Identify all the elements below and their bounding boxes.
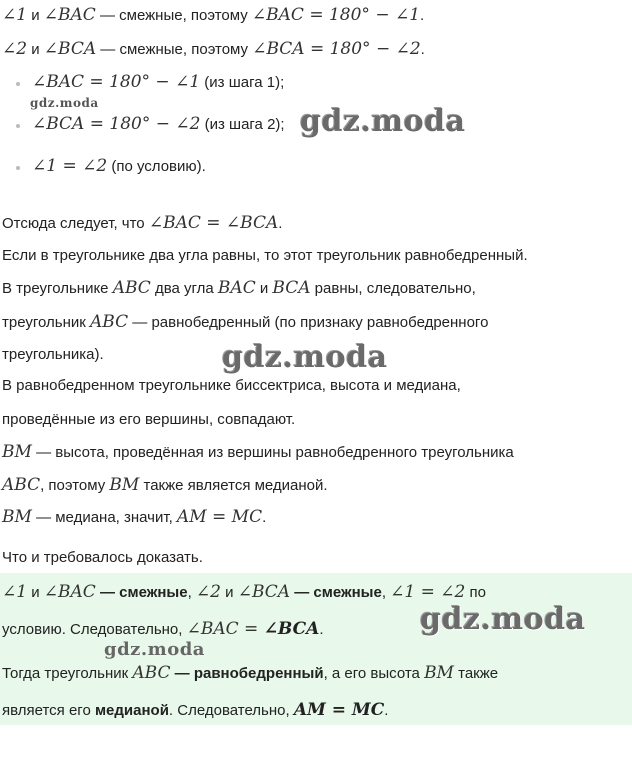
text: . Следовательно, <box>168 702 294 719</box>
text: — равнобедренный (по признаку равнобедренного <box>128 314 489 331</box>
text: равны, следовательно, <box>310 280 476 297</box>
paragraph <box>2 507 266 528</box>
paragraph: Что и требовалось доказать. <box>2 549 203 566</box>
answer-line <box>2 663 498 684</box>
math-bold: ∠BCA <box>263 619 320 639</box>
paragraph: треугольника). <box>2 346 104 363</box>
paragraph: проведённые из его вершины, совпадают. <box>2 411 296 428</box>
watermark: gdz.moda <box>222 340 388 375</box>
text: является его <box>2 702 95 719</box>
list-item <box>32 156 206 177</box>
paragraph: Если в треугольнике два угла равны, то этот треугольник равнобедренный. <box>2 247 528 264</box>
math: ∠1 <box>2 5 28 25</box>
text: , а его высота <box>323 665 425 682</box>
text: , поэтому <box>40 477 110 494</box>
math: ∠BCA <box>43 39 97 59</box>
paragraph <box>2 475 328 496</box>
text: . <box>384 702 389 719</box>
text: также <box>453 665 499 682</box>
math: BAC <box>217 278 256 298</box>
text: и <box>27 584 44 601</box>
text: и <box>27 7 44 24</box>
answer-line <box>2 582 486 603</box>
answer-line <box>2 619 324 640</box>
math: BM <box>2 507 32 527</box>
text: также является медианой. <box>139 477 328 494</box>
math: ∠BCA <box>237 582 291 602</box>
paragraph: В равнобедренном треугольнике биссектриса, высота и медиана, <box>2 377 461 394</box>
bullet-dot <box>16 124 20 128</box>
paragraph <box>2 213 282 234</box>
text: (из шага 2); <box>200 116 285 133</box>
bold-text: — смежные <box>290 584 382 601</box>
math: AM = MC <box>176 507 263 527</box>
bullet-dot <box>16 166 20 170</box>
math: ∠BCA = 180° − ∠2 <box>252 39 421 59</box>
math: ∠1 <box>2 582 28 602</box>
text: два угла <box>150 280 218 297</box>
paragraph <box>2 312 488 333</box>
text: Тогда треугольник <box>2 665 133 682</box>
text: . <box>319 621 324 638</box>
text: (из шага 1); <box>200 74 285 91</box>
math: ABC <box>90 312 129 332</box>
answer-line <box>2 700 388 721</box>
watermark: gdz.moda <box>104 639 205 660</box>
line-2 <box>2 39 425 60</box>
text: , <box>381 584 391 601</box>
text: и <box>220 584 238 601</box>
text: В треугольнике <box>2 280 113 297</box>
math: ABC <box>2 475 41 495</box>
math: BM <box>109 475 140 495</box>
math: ∠BCA = 180° − ∠2 <box>32 114 201 134</box>
math: ABC <box>132 663 171 683</box>
math: ∠BAC <box>43 582 96 602</box>
text: (по условию). <box>107 158 206 175</box>
list-item <box>32 114 285 135</box>
math: ∠1 = ∠2 <box>390 582 466 602</box>
bold-text: — равнобедренный <box>170 665 324 682</box>
text: . <box>420 7 425 24</box>
math: ∠BAC <box>43 5 96 25</box>
math: ∠BAC = 180° − ∠1 <box>32 72 201 92</box>
math: ABC <box>112 278 151 298</box>
bold-text: — смежные <box>95 584 188 601</box>
watermark: gdz.moda <box>30 96 99 110</box>
math: ∠1 = ∠2 <box>32 156 108 176</box>
text: — смежные, поэтому <box>96 41 253 58</box>
math: ∠2 <box>195 582 221 602</box>
math-bold: AM = MC <box>293 700 385 720</box>
text: . <box>420 41 425 58</box>
math: ∠BAC = 180° − ∠1 <box>251 5 421 25</box>
watermark: gdz.moda <box>420 602 586 637</box>
text: . <box>262 509 267 526</box>
text: — смежные, поэтому <box>95 7 252 24</box>
list-item <box>32 72 284 93</box>
text: по <box>465 584 486 601</box>
text: Отсюда следует, что <box>2 215 149 232</box>
text: — медиана, значит, <box>31 509 177 526</box>
math: BM <box>2 442 32 462</box>
math: ∠BAC = <box>186 619 264 639</box>
text: , <box>187 584 196 601</box>
text: условию. Следовательно, <box>2 621 187 638</box>
bullet-dot <box>16 82 20 86</box>
math: BM <box>424 663 454 683</box>
math: ∠2 <box>2 39 28 59</box>
text: и <box>255 280 273 297</box>
paragraph <box>2 442 514 463</box>
text: треугольник <box>2 314 91 331</box>
text: и <box>27 41 44 58</box>
text: . <box>278 215 283 232</box>
math: ∠BAC = ∠BCA <box>148 213 279 233</box>
math: BCA <box>272 278 311 298</box>
line-1 <box>2 5 424 26</box>
paragraph <box>2 278 476 299</box>
bold-text: медианой <box>94 702 169 719</box>
text: — высота, проведённая из вершины равнобедренного треугольника <box>31 444 514 461</box>
watermark: gdz.moda <box>300 104 466 139</box>
